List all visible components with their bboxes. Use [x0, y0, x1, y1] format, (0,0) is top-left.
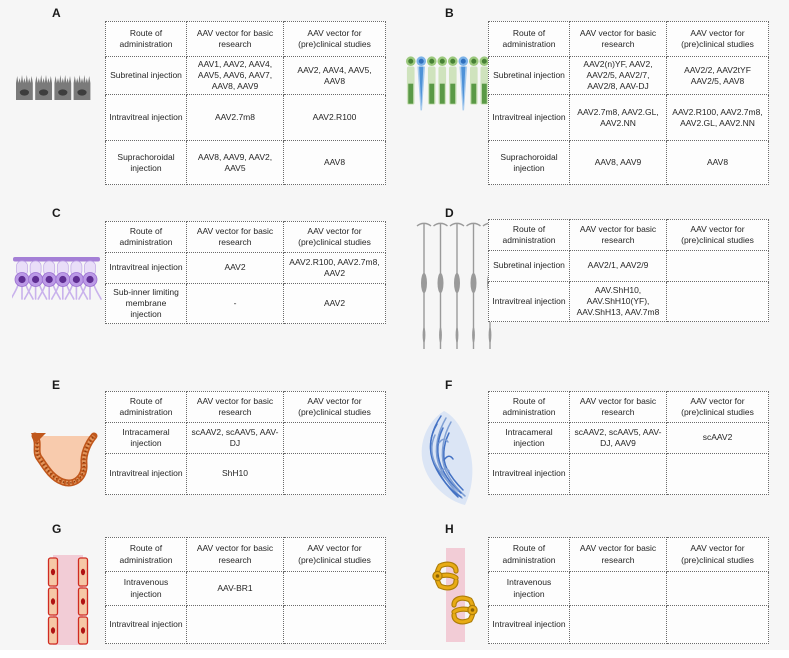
route-cell: Sub-inner limiting membrane injection	[106, 284, 187, 324]
route-cell: Subretinal injection	[489, 57, 570, 95]
aav-table-a	[105, 21, 386, 185]
vector-cell: scAAV2, scAAV5, AAV-DJ, AAV9	[570, 423, 667, 454]
aav-table-b	[488, 21, 769, 185]
vector-cell: AAV2.R100	[284, 95, 386, 141]
route-cell: Intravitreal injection	[106, 95, 187, 141]
column-header: AAV vector for basic research	[570, 392, 667, 423]
vector-cell: AAV2.7m8	[187, 95, 284, 141]
column-header: Route of administration	[106, 22, 187, 57]
vector-cell: AAV-BR1	[187, 572, 284, 606]
table-row	[489, 95, 769, 141]
table-header-row	[489, 538, 769, 572]
route-cell: Intravitreal injection	[106, 606, 187, 644]
table-header-row	[489, 392, 769, 423]
retinal-pigment-epithelium-illustration	[16, 71, 92, 101]
route-cell: Intravenous injection	[489, 572, 570, 606]
table-header-row	[489, 220, 769, 251]
route-cell: Intravitreal injection	[489, 95, 570, 141]
vector-cell: scAAV2, scAAV5, AAV-DJ	[187, 423, 284, 454]
table-row	[489, 251, 769, 282]
column-header: AAV vector for basic research	[187, 222, 284, 253]
route-cell: Intravenous injection	[106, 572, 187, 606]
column-header: Route of administration	[489, 392, 570, 423]
table-header-row	[106, 22, 386, 57]
column-header: AAV vector for (pre)clinical studies	[667, 220, 769, 251]
column-header: AAV vector for (pre)clinical studies	[667, 538, 769, 572]
table-row	[106, 95, 386, 141]
table-row	[489, 454, 769, 495]
bipolar-cells-illustration	[12, 254, 102, 310]
panel-e	[0, 372, 394, 516]
vector-cell	[570, 454, 667, 495]
table-row	[106, 572, 386, 606]
table-row	[489, 572, 769, 606]
panel-label: H	[445, 522, 454, 536]
panel-d	[394, 200, 789, 372]
table-row	[489, 282, 769, 322]
panel-c	[0, 200, 394, 372]
column-header: AAV vector for (pre)clinical studies	[667, 22, 769, 57]
table-row	[489, 57, 769, 95]
page-margin	[0, 650, 789, 658]
vector-cell	[284, 572, 386, 606]
vector-cell: AAV2.7m8, AAV2.GL, AAV2.NN	[570, 95, 667, 141]
panel-b	[394, 0, 789, 200]
table-row	[106, 284, 386, 324]
table-header-row	[106, 392, 386, 423]
vector-cell: -	[187, 284, 284, 324]
vector-cell: AAV2.R100, AAV2.7m8, AAV2.GL, AAV2.NN	[667, 95, 769, 141]
panel-a	[0, 0, 394, 200]
vector-cell: AAV8	[284, 141, 386, 185]
photoreceptors-illustration	[405, 55, 491, 114]
table-header-row	[489, 22, 769, 57]
vector-cell	[667, 572, 769, 606]
pericytes-illustration	[425, 546, 485, 646]
panel-h	[394, 516, 789, 658]
aav-table-f	[488, 391, 769, 495]
vector-cell	[187, 606, 284, 644]
panel-label: G	[52, 522, 62, 536]
route-cell: Subretinal injection	[489, 251, 570, 282]
vector-cell: AAV2.R100, AAV2.7m8, AAV2	[284, 253, 386, 284]
aav-table-c	[105, 221, 386, 324]
vector-cell	[667, 251, 769, 282]
vector-cell	[667, 606, 769, 644]
panel-f	[394, 372, 789, 516]
vector-cell: AAV.ShH10, AAV.ShH10(YF), AAV.ShH13, AAV.7m8	[570, 282, 667, 322]
vector-cell	[667, 282, 769, 322]
column-header: AAV vector for basic research	[570, 22, 667, 57]
table-row	[106, 253, 386, 284]
ciliary-body-illustration	[25, 428, 103, 496]
vector-cell: AAV2(n)YF, AAV2, AAV2/5, AAV2/7, AAV2/8, AAV-DJ	[570, 57, 667, 95]
aav-table-e	[105, 391, 386, 495]
aav-table-g	[105, 537, 386, 644]
vector-cell: AAV2	[187, 253, 284, 284]
column-header: AAV vector for (pre)clinical studies	[284, 538, 386, 572]
table-row	[106, 141, 386, 185]
column-header: Route of administration	[489, 22, 570, 57]
route-cell: Intravitreal injection	[106, 253, 187, 284]
column-header: AAV vector for basic research	[187, 22, 284, 57]
vector-cell: AAV1, AAV2, AAV4, AAV5, AAV6, AAV7, AAV8, AAV9	[187, 57, 284, 95]
vector-cell: AAV8, AAV9, AAV2, AAV5	[187, 141, 284, 185]
column-header: AAV vector for basic research	[187, 538, 284, 572]
column-header: Route of administration	[489, 220, 570, 251]
vector-cell: AAV8	[667, 141, 769, 185]
panel-label: F	[445, 378, 453, 392]
vector-cell: ShH10	[187, 454, 284, 495]
route-cell: Intravitreal injection	[106, 454, 187, 495]
route-cell: Intracameral injection	[106, 423, 187, 454]
column-header: AAV vector for (pre)clinical studies	[284, 392, 386, 423]
column-header: AAV vector for basic research	[570, 538, 667, 572]
panel-label: B	[445, 6, 454, 20]
route-cell: Subretinal injection	[106, 57, 187, 95]
route-cell: Suprachoroidal injection	[489, 141, 570, 185]
vector-cell	[284, 454, 386, 495]
route-cell: Intracameral injection	[489, 423, 570, 454]
table-header-row	[106, 538, 386, 572]
trabecular-meshwork-illustration	[410, 408, 488, 508]
panel-label: A	[52, 6, 61, 20]
table-header-row	[106, 222, 386, 253]
vascular-endothelium-illustration	[40, 552, 96, 648]
column-header: Route of administration	[106, 222, 187, 253]
panel-label: D	[445, 206, 454, 220]
route-cell: Intravitreal injection	[489, 454, 570, 495]
column-header: Route of administration	[106, 392, 187, 423]
column-header: AAV vector for basic research	[187, 392, 284, 423]
table-row	[106, 423, 386, 454]
aav-table-h	[488, 537, 769, 644]
table-row	[106, 57, 386, 95]
column-header: Route of administration	[489, 538, 570, 572]
table-row	[489, 606, 769, 644]
vector-cell	[570, 572, 667, 606]
vector-cell: AAV2/1, AAV2/9	[570, 251, 667, 282]
column-header: AAV vector for (pre)clinical studies	[284, 22, 386, 57]
column-header: AAV vector for basic research	[570, 220, 667, 251]
panel-label: E	[52, 378, 61, 392]
table-row	[489, 141, 769, 185]
route-cell: Intravitreal injection	[489, 606, 570, 644]
vector-cell: scAAV2	[667, 423, 769, 454]
vector-cell: AAV2/2, AAV2tYF AAV2/5, AAV8	[667, 57, 769, 95]
column-header: Route of administration	[106, 538, 187, 572]
route-cell: Suprachoroidal injection	[106, 141, 187, 185]
vector-cell: AAV2	[284, 284, 386, 324]
vector-cell: AAV2, AAV4, AAV5, AAV8	[284, 57, 386, 95]
table-row	[489, 423, 769, 454]
vector-cell	[284, 423, 386, 454]
column-header: AAV vector for (pre)clinical studies	[284, 222, 386, 253]
vector-cell: AAV8, AAV9	[570, 141, 667, 185]
vector-cell	[667, 454, 769, 495]
table-row	[106, 454, 386, 495]
column-header: AAV vector for (pre)clinical studies	[667, 392, 769, 423]
panel-g	[0, 516, 394, 658]
vector-cell	[570, 606, 667, 644]
table-row	[106, 606, 386, 644]
route-cell: Intravitreal injection	[489, 282, 570, 322]
vector-cell	[284, 606, 386, 644]
aav-table-d	[488, 219, 769, 322]
panel-label: C	[52, 206, 61, 220]
